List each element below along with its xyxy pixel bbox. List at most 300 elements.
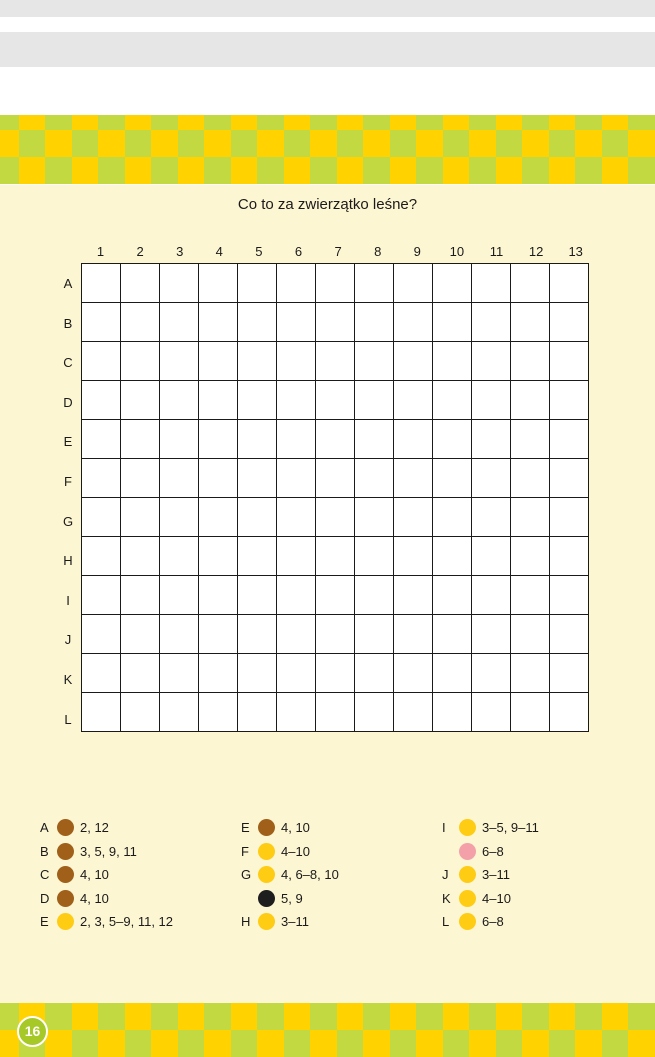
grid-cell[interactable] — [316, 576, 355, 615]
checker-square — [151, 130, 178, 157]
grid-cell[interactable] — [433, 342, 472, 381]
grid-cell[interactable] — [199, 303, 238, 342]
grid-cell[interactable] — [394, 537, 433, 576]
checker-square — [602, 157, 629, 184]
grid-cell[interactable] — [511, 342, 550, 381]
grid-cell[interactable] — [277, 654, 316, 693]
grid-cell[interactable] — [550, 654, 589, 693]
grid-cell[interactable] — [199, 420, 238, 459]
grid-cell[interactable] — [550, 264, 589, 303]
grid-cell[interactable] — [316, 381, 355, 420]
column-label: 9 — [413, 244, 421, 259]
grid-cell[interactable] — [394, 303, 433, 342]
column-label: 1 — [96, 244, 105, 259]
grid-cell[interactable] — [316, 498, 355, 537]
grid-cell[interactable] — [550, 303, 589, 342]
grid-cell[interactable] — [199, 381, 238, 420]
grid-cell[interactable] — [394, 264, 433, 303]
grid-cell[interactable] — [355, 615, 394, 654]
checker-square — [602, 115, 629, 130]
grid-cell[interactable] — [82, 420, 121, 459]
grid-cell[interactable] — [277, 537, 316, 576]
grid-cell[interactable] — [82, 615, 121, 654]
legend-values: 6–8 — [482, 843, 504, 859]
checker-square — [363, 1003, 390, 1030]
grid-cell[interactable] — [199, 615, 238, 654]
row-label: J — [64, 632, 72, 648]
grid-cell[interactable] — [238, 342, 277, 381]
grid-cell[interactable] — [121, 654, 160, 693]
brown-color-dot-icon — [57, 819, 74, 836]
grid-cell[interactable] — [82, 303, 121, 342]
checker-square — [469, 1030, 496, 1057]
legend-values: 3, 5, 9, 11 — [80, 843, 137, 859]
grid-cell[interactable] — [355, 342, 394, 381]
grid-cell[interactable] — [277, 342, 316, 381]
checker-square — [178, 157, 205, 184]
grid-cell[interactable] — [433, 693, 472, 732]
grid-cell[interactable] — [316, 654, 355, 693]
checker-square — [257, 1030, 284, 1057]
grid-cell[interactable] — [355, 381, 394, 420]
grid-cell[interactable] — [277, 303, 316, 342]
checker-square — [19, 115, 46, 130]
checker-square — [125, 1030, 152, 1057]
checker-square — [443, 157, 470, 184]
checker-square — [72, 130, 99, 157]
grid-cell[interactable] — [472, 420, 511, 459]
checker-square — [469, 157, 496, 184]
checker-square — [549, 157, 576, 184]
grid-cell[interactable] — [316, 615, 355, 654]
checker-square — [151, 1003, 178, 1030]
checker-square — [125, 115, 152, 130]
grid-cell[interactable] — [472, 303, 511, 342]
column-label: 6 — [294, 244, 303, 259]
grid-cell[interactable] — [550, 498, 589, 537]
checker-square — [284, 1030, 311, 1057]
grid-cell[interactable] — [394, 615, 433, 654]
grid-cell[interactable] — [316, 342, 355, 381]
brown-color-dot-icon — [258, 819, 275, 836]
checker-square — [575, 157, 602, 184]
grid-cell[interactable] — [121, 264, 160, 303]
grid-cell[interactable] — [82, 342, 121, 381]
checker-square — [602, 1030, 629, 1057]
checker-square — [310, 157, 337, 184]
grid-cell[interactable] — [355, 303, 394, 342]
checker-square — [231, 130, 258, 157]
grid-cell[interactable] — [160, 342, 199, 381]
checker-square — [496, 130, 523, 157]
grid-cell[interactable] — [199, 264, 238, 303]
checker-square — [257, 157, 284, 184]
grid-cell[interactable] — [82, 654, 121, 693]
yellow-color-dot-icon — [258, 913, 275, 930]
checker-square — [45, 1003, 72, 1030]
checker-square — [522, 1030, 549, 1057]
grid-cell[interactable] — [238, 615, 277, 654]
legend-values: 2, 12 — [80, 820, 109, 835]
grid-cell[interactable] — [238, 576, 277, 615]
legend-values: 3–11 — [482, 867, 510, 882]
legend-values: 5, 9 — [281, 890, 303, 906]
grid-cell[interactable] — [121, 537, 160, 576]
grid-cell[interactable] — [121, 381, 160, 420]
grid-cell[interactable] — [238, 537, 277, 576]
checker-square — [443, 1003, 470, 1030]
checker-square — [204, 1003, 231, 1030]
column-label: 3 — [176, 244, 184, 259]
grid-cell[interactable] — [277, 264, 316, 303]
checker-square — [310, 130, 337, 157]
checker-square — [257, 1003, 284, 1030]
grid-cell[interactable] — [472, 498, 511, 537]
checker-square — [522, 130, 549, 157]
grid-cell[interactable] — [472, 654, 511, 693]
checker-square — [72, 1030, 99, 1057]
checker-square — [45, 1030, 72, 1057]
checker-square — [443, 115, 470, 130]
grid-cell[interactable] — [394, 654, 433, 693]
grid-cell[interactable] — [511, 693, 550, 732]
legend-values: 4–10 — [482, 890, 511, 906]
grid-cell[interactable] — [355, 264, 394, 303]
grid-cell[interactable] — [238, 459, 277, 498]
grid-cell[interactable] — [355, 654, 394, 693]
checker-square — [151, 115, 178, 130]
checker-square — [363, 157, 390, 184]
checker-square — [178, 115, 205, 130]
checker-square — [575, 1003, 602, 1030]
grid-cell[interactable] — [160, 654, 199, 693]
grid-cell[interactable] — [199, 693, 238, 732]
yellow-color-dot-icon — [459, 890, 476, 907]
checker-square — [231, 1003, 258, 1030]
checker-square — [310, 115, 337, 130]
checker-square — [575, 1030, 602, 1057]
grid-cell[interactable] — [433, 654, 472, 693]
grid-cell[interactable] — [511, 459, 550, 498]
checker-square — [45, 130, 72, 157]
grid-cell[interactable] — [472, 342, 511, 381]
grid-cell[interactable] — [199, 576, 238, 615]
checker-square — [522, 157, 549, 184]
checker-square — [469, 1003, 496, 1030]
checker-square — [549, 1003, 576, 1030]
legend-values: 4–10 — [281, 843, 310, 859]
grid-cell[interactable] — [82, 576, 121, 615]
grid-cell[interactable] — [121, 420, 160, 459]
grid-cell[interactable] — [160, 381, 199, 420]
checker-square — [284, 130, 311, 157]
checker-square — [443, 1030, 470, 1057]
checker-square — [337, 1003, 364, 1030]
checker-square — [628, 1030, 655, 1057]
grid-cell[interactable] — [199, 654, 238, 693]
pink-color-dot-icon — [459, 843, 476, 860]
grid-cell[interactable] — [550, 615, 589, 654]
grid-cell[interactable] — [355, 537, 394, 576]
row-label: I — [66, 592, 70, 608]
checker-square — [178, 1003, 205, 1030]
grid-cell[interactable] — [472, 693, 511, 732]
grid-cell[interactable] — [433, 459, 472, 498]
brown-color-dot-icon — [57, 866, 74, 883]
checker-square — [284, 1003, 311, 1030]
grid-cell[interactable] — [277, 381, 316, 420]
checker-square — [72, 115, 99, 130]
grid-cell[interactable] — [550, 342, 589, 381]
grid-cell[interactable] — [472, 264, 511, 303]
grid-cell[interactable] — [199, 459, 238, 498]
grid-cell[interactable] — [121, 615, 160, 654]
column-label: 8 — [374, 244, 382, 259]
grid-cell[interactable] — [121, 693, 160, 732]
grid-cell[interactable] — [316, 459, 355, 498]
grid-cell[interactable] — [472, 381, 511, 420]
yellow-color-dot-icon — [459, 819, 476, 836]
grid-cell[interactable] — [394, 420, 433, 459]
legend-row-letter: H — [241, 914, 251, 929]
checker-square — [416, 130, 443, 157]
grid-cell[interactable] — [121, 459, 160, 498]
grid-cell[interactable] — [160, 576, 199, 615]
checker-square — [337, 157, 364, 184]
legend-values: 3–5, 9–11 — [482, 820, 539, 835]
grid-cell[interactable] — [238, 381, 277, 420]
grid-cell[interactable] — [511, 303, 550, 342]
checker-square — [469, 130, 496, 157]
checker-square — [72, 157, 99, 184]
checker-square — [0, 1003, 19, 1030]
checker-square — [363, 130, 390, 157]
legend-row-letter: C — [40, 867, 50, 882]
checker-square — [0, 157, 19, 184]
grid-cell[interactable] — [238, 498, 277, 537]
checker-square — [337, 115, 364, 130]
grid-cell[interactable] — [238, 303, 277, 342]
checker-square — [628, 115, 655, 130]
checker-square — [390, 157, 417, 184]
grid-cell[interactable] — [121, 498, 160, 537]
checker-square — [443, 130, 470, 157]
grid-cell[interactable] — [511, 615, 550, 654]
checker-square — [72, 1003, 99, 1030]
column-label: 7 — [334, 244, 342, 259]
legend-row-letter: G — [241, 867, 252, 882]
grid-cell[interactable] — [121, 303, 160, 342]
legend-row-letter: L — [442, 914, 450, 929]
checker-square — [98, 115, 125, 130]
column-label: 11 — [489, 244, 504, 259]
row-label: E — [63, 434, 73, 450]
grid-cell[interactable] — [394, 459, 433, 498]
grid-cell[interactable] — [238, 264, 277, 303]
grid-cell[interactable] — [472, 459, 511, 498]
checker-square — [602, 130, 629, 157]
checker-square — [98, 130, 125, 157]
checker-square — [125, 157, 152, 184]
grid-cell[interactable] — [82, 537, 121, 576]
page-number-badge: 16 — [17, 1016, 48, 1047]
checker-square — [390, 1003, 417, 1030]
grid-cell[interactable] — [160, 498, 199, 537]
grid-cell[interactable] — [160, 420, 199, 459]
checker-square — [337, 1030, 364, 1057]
grid-cell[interactable] — [511, 498, 550, 537]
checker-square — [19, 130, 46, 157]
grid-cell[interactable] — [238, 654, 277, 693]
grid-cell[interactable] — [394, 342, 433, 381]
legend-values: 3–11 — [281, 914, 309, 929]
grid-cell[interactable] — [199, 537, 238, 576]
grid-cell[interactable] — [433, 303, 472, 342]
grid-cell[interactable] — [160, 264, 199, 303]
grid-cell[interactable] — [82, 381, 121, 420]
grid-cell[interactable] — [121, 342, 160, 381]
grid-cell[interactable] — [82, 693, 121, 732]
yellow-color-dot-icon — [258, 843, 275, 860]
grid-cell[interactable] — [550, 576, 589, 615]
grid-cell[interactable] — [199, 498, 238, 537]
grid-cell[interactable] — [316, 537, 355, 576]
checker-square — [0, 1030, 19, 1057]
grid-cell[interactable] — [394, 576, 433, 615]
checker-square — [416, 1030, 443, 1057]
grid-cell[interactable] — [550, 420, 589, 459]
grid-cell[interactable] — [82, 459, 121, 498]
checker-square — [496, 115, 523, 130]
grid-cell[interactable] — [394, 693, 433, 732]
grid-cell[interactable] — [472, 537, 511, 576]
grid-cell[interactable] — [433, 420, 472, 459]
legend-values: 6–8 — [482, 914, 504, 929]
legend-row-letter: F — [241, 843, 249, 859]
grid-cell[interactable] — [355, 576, 394, 615]
row-label: A — [63, 276, 73, 291]
grid-cell[interactable] — [433, 264, 472, 303]
grid-cell[interactable] — [238, 420, 277, 459]
grid-cell[interactable] — [199, 342, 238, 381]
grid-cell[interactable] — [355, 693, 394, 732]
legend-row-letter: B — [40, 843, 49, 859]
checker-square — [496, 157, 523, 184]
legend-values: 4, 6–8, 10 — [281, 867, 339, 882]
grid-cell[interactable] — [316, 264, 355, 303]
grid-cell[interactable] — [160, 615, 199, 654]
checker-square — [416, 157, 443, 184]
grid-cell[interactable] — [160, 459, 199, 498]
grid-cell[interactable] — [160, 303, 199, 342]
grid-cell[interactable] — [472, 576, 511, 615]
checker-square — [284, 115, 311, 130]
grid-cell[interactable] — [550, 693, 589, 732]
grid-cell[interactable] — [511, 381, 550, 420]
grid-cell[interactable] — [277, 576, 316, 615]
checker-square — [628, 157, 655, 184]
grid-cell[interactable] — [355, 459, 394, 498]
legend-values: 2, 3, 5–9, 11, 12 — [80, 914, 173, 929]
grid-cell[interactable] — [511, 420, 550, 459]
legend-row-letter: D — [40, 890, 50, 906]
grid-cell[interactable] — [355, 498, 394, 537]
legend-row-letter: K — [442, 890, 451, 906]
grid-cell[interactable] — [550, 459, 589, 498]
checker-square — [204, 157, 231, 184]
checker-square — [98, 1030, 125, 1057]
grid-cell[interactable] — [160, 537, 199, 576]
grid-cell[interactable] — [550, 537, 589, 576]
grid-cell[interactable] — [433, 498, 472, 537]
header-bar-top — [0, 0, 655, 17]
grid-cell[interactable] — [277, 615, 316, 654]
column-label: 2 — [136, 244, 144, 259]
checker-square — [416, 115, 443, 130]
checker-square — [549, 1030, 576, 1057]
grid-cell[interactable] — [121, 576, 160, 615]
grid-cell[interactable] — [160, 693, 199, 732]
grid-cell[interactable] — [433, 615, 472, 654]
checker-square — [204, 1030, 231, 1057]
checker-square — [522, 1003, 549, 1030]
grid-cell[interactable] — [394, 381, 433, 420]
grid-cell[interactable] — [277, 693, 316, 732]
yellow-color-dot-icon — [459, 913, 476, 930]
grid-cell[interactable] — [82, 498, 121, 537]
row-label: H — [63, 553, 73, 569]
checker-square — [125, 1003, 152, 1030]
checker-square — [0, 130, 19, 157]
grid-cell[interactable] — [316, 693, 355, 732]
grid-cell[interactable] — [82, 264, 121, 303]
checker-square — [522, 115, 549, 130]
legend-values: 4, 10 — [80, 890, 109, 906]
row-label: D — [63, 394, 73, 410]
checker-border-top — [0, 115, 655, 185]
grid-cell[interactable] — [355, 420, 394, 459]
grid-cell[interactable] — [472, 615, 511, 654]
checker-square — [98, 1003, 125, 1030]
grid-cell[interactable] — [511, 264, 550, 303]
column-label: 12 — [528, 244, 544, 259]
grid-cell[interactable] — [433, 381, 472, 420]
grid-cell[interactable] — [511, 537, 550, 576]
grid-cell[interactable] — [433, 537, 472, 576]
checker-square — [390, 115, 417, 130]
checker-square — [628, 1003, 655, 1030]
checker-square — [549, 130, 576, 157]
grid-cell[interactable] — [316, 420, 355, 459]
grid-cell[interactable] — [433, 576, 472, 615]
row-label: K — [63, 672, 73, 687]
column-label: 5 — [255, 244, 263, 259]
header-bar-second — [0, 32, 655, 67]
grid-cell[interactable] — [394, 498, 433, 537]
grid-cell[interactable] — [277, 420, 316, 459]
checker-square — [469, 115, 496, 130]
grid-cell[interactable] — [316, 303, 355, 342]
grid-cell[interactable] — [277, 459, 316, 498]
grid-cell[interactable] — [550, 381, 589, 420]
grid-cell[interactable] — [511, 576, 550, 615]
grid-cell[interactable] — [238, 693, 277, 732]
grid-cell[interactable] — [277, 498, 316, 537]
checker-square — [363, 1030, 390, 1057]
page-title: Co to za zwierzątko leśne? — [237, 196, 418, 213]
grid-cell[interactable] — [511, 654, 550, 693]
checker-square — [337, 130, 364, 157]
